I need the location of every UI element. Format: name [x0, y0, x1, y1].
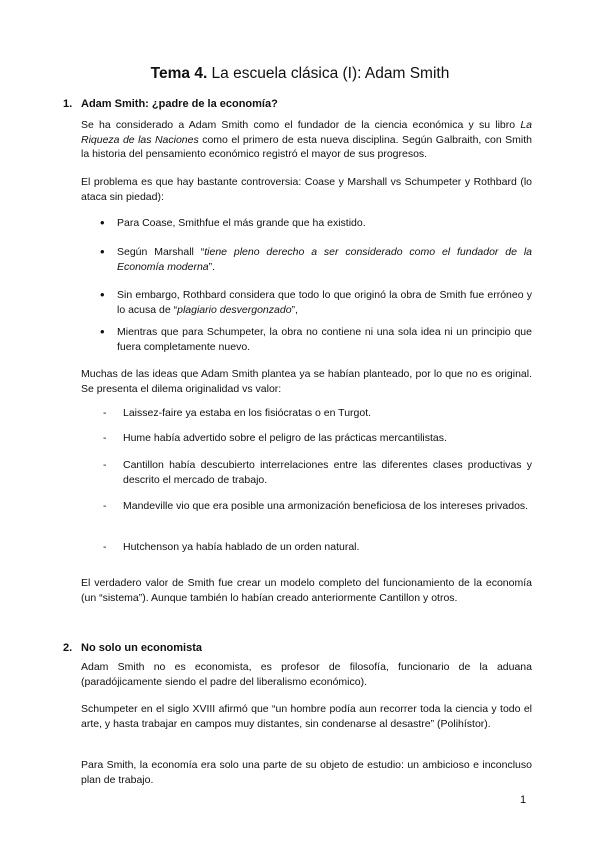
- section-1-title: Adam Smith: ¿padre de la economía?: [81, 98, 278, 110]
- section-1-paragraph-1: [81, 118, 532, 162]
- section-1-paragraph-4: El verdadero valor de Smith fue crear un modelo completo del funcionamiento de la economía (un “sistema”). Aunque también lo habían creado anteriormente Cantillon y otros.: [81, 577, 532, 604]
- section-2-paragraph-2: Schumpeter en el siglo XVIII afirmó que “un hombre podía aun recorrer toda la ciencia y todo el arte, y hasta trabajar en campos muy distantes, sin condenarse al desastre” (Polihístor).: [81, 703, 532, 730]
- s1p1-text-a: Se ha considerado a Adam Smith como el fundador de la ciencia económica y su libro: [81, 119, 521, 131]
- bullet-dot: •: [100, 244, 105, 259]
- section-1-number: 1.: [63, 98, 73, 110]
- section-2-number: 2.: [63, 642, 73, 654]
- bullet-dot: •: [100, 287, 105, 302]
- bullet-dot: •: [100, 324, 105, 339]
- bullet-text: Para Coase, Smithfue el más grande que ha existido.: [117, 217, 366, 229]
- dash-marker: -: [103, 541, 107, 553]
- title-bold: Tema 4.: [150, 65, 208, 82]
- dash-marker: -: [103, 500, 107, 512]
- bullet-quote: tiene pleno derecho a ser considerado como el fundador de la Economía moderna: [117, 246, 532, 273]
- dash-item: Hutchenson ya había hablado de un orden natural.: [123, 541, 360, 553]
- bullet-item: [117, 325, 532, 354]
- section-1-heading: [63, 97, 278, 111]
- section-2-heading: [63, 641, 202, 655]
- bullet-text: Mientras que para Schumpeter, la obra no contiene ni una sola idea ni un principio que fuera completamente nuevo.: [117, 326, 532, 353]
- title-rest: La escuela clásica (I): Adam Smith: [207, 65, 450, 82]
- dash-item: Mandeville vio que era posible una armonización beneficiosa de los intereses privados.: [123, 500, 529, 512]
- section-1-paragraph-2: El problema es que hay bastante controversia: Coase y Marshall vs Schumpeter y Rothbard (lo ataca sin piedad):: [81, 176, 532, 203]
- bullet-item: [117, 216, 532, 231]
- bullet-text: Sin embargo, Rothbard considera que todo lo que originó la obra de Smith fue erróneo y lo acusa de “: [117, 289, 532, 316]
- section-2-paragraph-1: Adam Smith no es economista, es profesor de filosofía, funcionario de la aduana (paradójicamente siendo el padre del liberalismo económico).: [81, 661, 532, 688]
- dash-item: Laissez-faire ya estaba en los fisiócratas o en Turgot.: [123, 407, 372, 419]
- dash-marker: -: [103, 459, 107, 471]
- bullet-item: [117, 245, 532, 274]
- section-2-paragraph-3: Para Smith, la economía era solo una parte de su objeto de estudio: un ambicioso e inconcluso plan de trabajo.: [81, 759, 532, 786]
- section-2-title: No solo un economista: [81, 642, 203, 654]
- section-1-paragraph-3: Muchas de las ideas que Adam Smith plantea ya se habían planteado, por lo que no es original. Se presenta el dilema originalidad vs valor:: [81, 368, 532, 395]
- dash-marker: -: [103, 407, 107, 419]
- page-number: 1: [520, 794, 527, 806]
- s1p1-text-b: como el primero de esta nueva disciplina. Según Galbraith, con Smith la historia del pensamiento económico registró el mayor de sus progresos.: [81, 133, 532, 160]
- bullet-text: ”.: [208, 260, 216, 273]
- bullet-dot: •: [100, 215, 105, 230]
- dash-item: Cantillon había descubierto interrelaciones entre las diferentes clases productivas y descrito el mercado de trabajo.: [123, 459, 532, 486]
- bullet-quote: plagiario desvergonzado: [177, 303, 292, 316]
- bullet-item: [117, 288, 532, 317]
- dash-item: Hume había advertido sobre el peligro de las prácticas mercantilistas.: [123, 432, 447, 444]
- bullet-text: Según Marshall “: [117, 246, 205, 258]
- dash-marker: -: [103, 432, 107, 444]
- document-title: [0, 64, 600, 84]
- bullet-text: ”,: [291, 303, 298, 316]
- book-title: La Riqueza de las Naciones: [81, 119, 532, 146]
